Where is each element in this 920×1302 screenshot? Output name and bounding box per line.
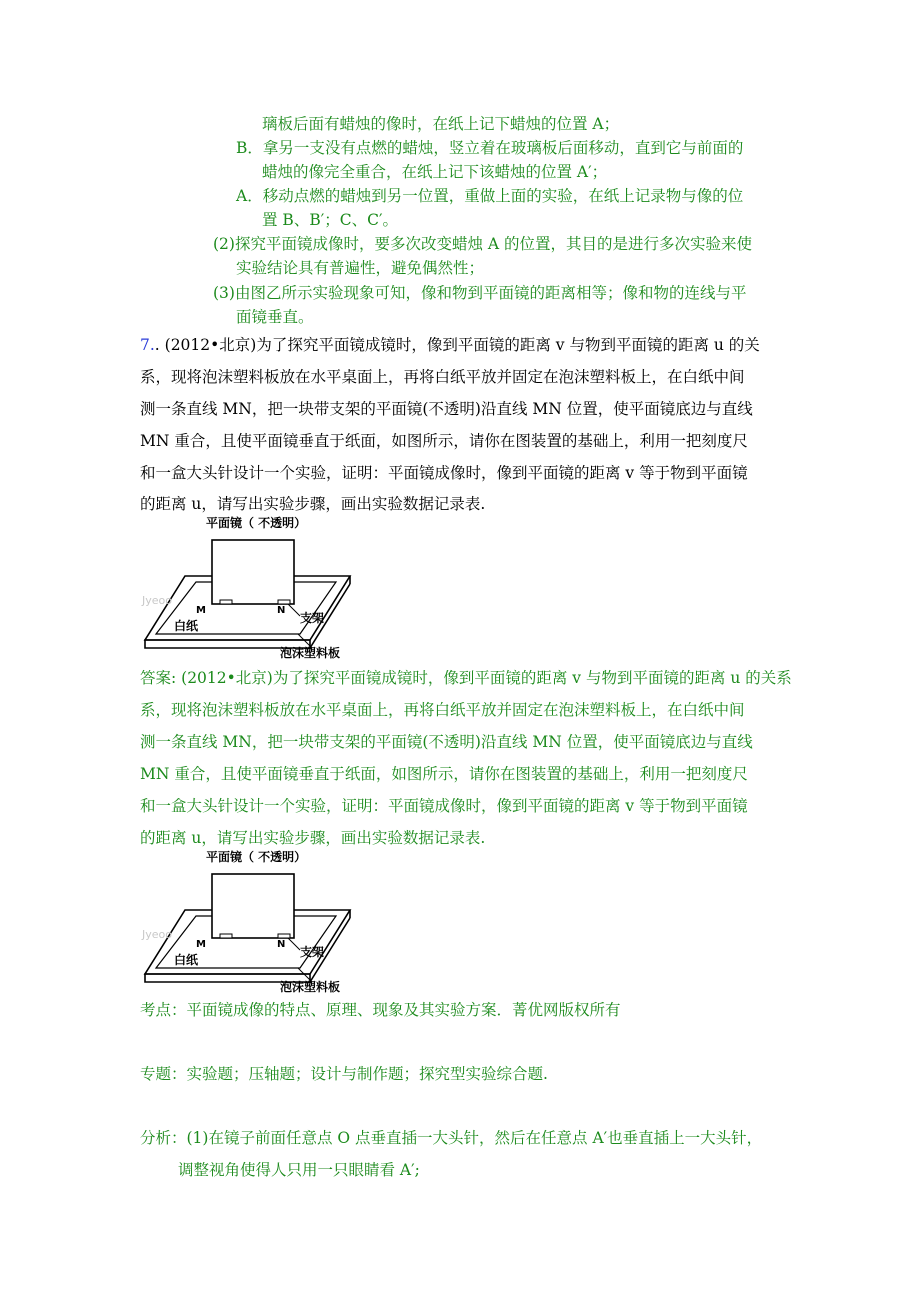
mirror-figure-answer bbox=[140, 846, 370, 994]
plane-mirror-answer bbox=[212, 874, 294, 938]
prev-solution-line-1: 璃板后面有蜡烛的像时，在纸上记下蜡烛的位置 A； bbox=[262, 115, 620, 133]
support-right bbox=[278, 600, 290, 604]
label-m-answer: M bbox=[196, 939, 206, 950]
watermark: Jyeoo bbox=[142, 594, 172, 607]
watermark-answer: Jyeoo bbox=[142, 928, 172, 941]
support-pointer-answer bbox=[288, 938, 300, 950]
question-line-1 bbox=[140, 335, 760, 355]
support-left bbox=[220, 600, 232, 604]
prev-solution-line-5: 置 B、B′；C、C′。 bbox=[262, 211, 398, 229]
prev-solution-line-8: (3)由图乙所示实验现象可知，像和物到平面镜的距离相等；像和物的连线与平 bbox=[213, 284, 747, 302]
support-right-answer bbox=[278, 934, 290, 938]
question-line-3: 测一条直线 MN，把一块带支架的平面镜(不透明)沿直线 MN 位置，使平面镜底边与直线 bbox=[140, 400, 753, 418]
prev-solution-line-3: 蜡烛的像完全重合，在纸上记下该蜡烛的位置 A′； bbox=[262, 163, 608, 181]
label-paper: 白纸 bbox=[174, 619, 199, 633]
figure-title: 平面镜（ 不透明） bbox=[206, 516, 307, 530]
prev-solution-line-4: A．移动点燃的蜡烛到另一位置，重做上面的实验，在纸上记录物与像的位 bbox=[236, 187, 744, 205]
answer-line-2: 系，现将泡沫塑料板放在水平桌面上，再将白纸平放并固定在泡沫塑料板上，在白纸中间 bbox=[140, 701, 745, 719]
mirror-figure-question bbox=[140, 512, 370, 660]
answer-line-1: 答案: (2012•北京)为了探究平面镜成镜时，像到平面镜的距离 v 与物到平面镜的距离 u 的关系 bbox=[140, 669, 792, 687]
answer-line-6: 的距离 u，请写出实验步骤，画出实验数据记录表. bbox=[140, 829, 486, 847]
label-support-answer: 支架 bbox=[300, 945, 325, 959]
zhuanti-line: 专题：实验题；压轴题；设计与制作题；探究型实验综合题. bbox=[140, 1065, 548, 1083]
mirror-diagram bbox=[140, 512, 370, 660]
support-left-answer bbox=[220, 934, 232, 938]
label-board-answer: 泡沫塑料板 bbox=[280, 980, 341, 994]
label-paper-answer: 白纸 bbox=[174, 953, 199, 967]
prev-solution-line-7: 实验结论具有普遍性，避免偶然性； bbox=[236, 259, 485, 277]
question-line-1-text: . (2012•北京)为了探究平面镜成镜时，像到平面镜的距离 v 与物到平面镜的距离 u 的关 bbox=[154, 336, 760, 354]
fenxi-line-2: 调整视角使得人只用一只眼睛看 A′; bbox=[178, 1161, 420, 1179]
kaodian-line: 考点：平面镜成像的特点、原理、现象及其实验方案．菁优网版权所有 bbox=[140, 1001, 621, 1019]
question-line-2: 系，现将泡沫塑料板放在水平桌面上，再将白纸平放并固定在泡沫塑料板上，在白纸中间 bbox=[140, 368, 745, 386]
mirror-diagram-answer bbox=[140, 846, 370, 994]
question-line-5: 和一盒大头针设计一个实验，证明：平面镜成像时，像到平面镜的距离 v 等于物到平面镜 bbox=[140, 464, 748, 482]
plane-mirror bbox=[212, 540, 294, 604]
prev-solution-line-9: 面镜垂直。 bbox=[236, 308, 314, 326]
label-support: 支架 bbox=[300, 611, 325, 625]
label-n-answer: N bbox=[277, 939, 286, 950]
prev-solution-line-2: B．拿另一支没有点燃的蜡烛，竖立着在玻璃板后面移动，直到它与前面的 bbox=[236, 139, 744, 157]
label-n: N bbox=[277, 605, 286, 616]
label-board: 泡沫塑料板 bbox=[280, 646, 341, 660]
label-m: M bbox=[196, 605, 206, 616]
prev-solution-line-6: (2)探究平面镜成像时，要多次改变蜡烛 A 的位置，其目的是进行多次实验来使 bbox=[213, 235, 753, 253]
answer-line-3: 测一条直线 MN，把一块带支架的平面镜(不透明)沿直线 MN 位置，使平面镜底边与直线 bbox=[140, 733, 753, 751]
question-line-6: 的距离 u，请写出实验步骤，画出实验数据记录表. bbox=[140, 495, 486, 513]
fenxi-line-1: 分析：(1)在镜子前面任意点 O 点垂直插一大头针，然后在任意点 A′也垂直插上一大头针， bbox=[140, 1129, 763, 1147]
support-pointer bbox=[288, 604, 300, 616]
answer-line-4: MN 重合，且使平面镜垂直于纸面，如图所示，请你在图装置的基础上，利用一把刻度尺 bbox=[140, 765, 748, 783]
question-number: 7. bbox=[140, 336, 155, 354]
question-line-4: MN 重合，且使平面镜垂直于纸面，如图所示，请你在图装置的基础上，利用一把刻度尺 bbox=[140, 432, 748, 450]
figure-title-answer: 平面镜（ 不透明） bbox=[206, 850, 307, 864]
answer-line-5: 和一盒大头针设计一个实验，证明：平面镜成像时，像到平面镜的距离 v 等于物到平面镜 bbox=[140, 797, 748, 815]
